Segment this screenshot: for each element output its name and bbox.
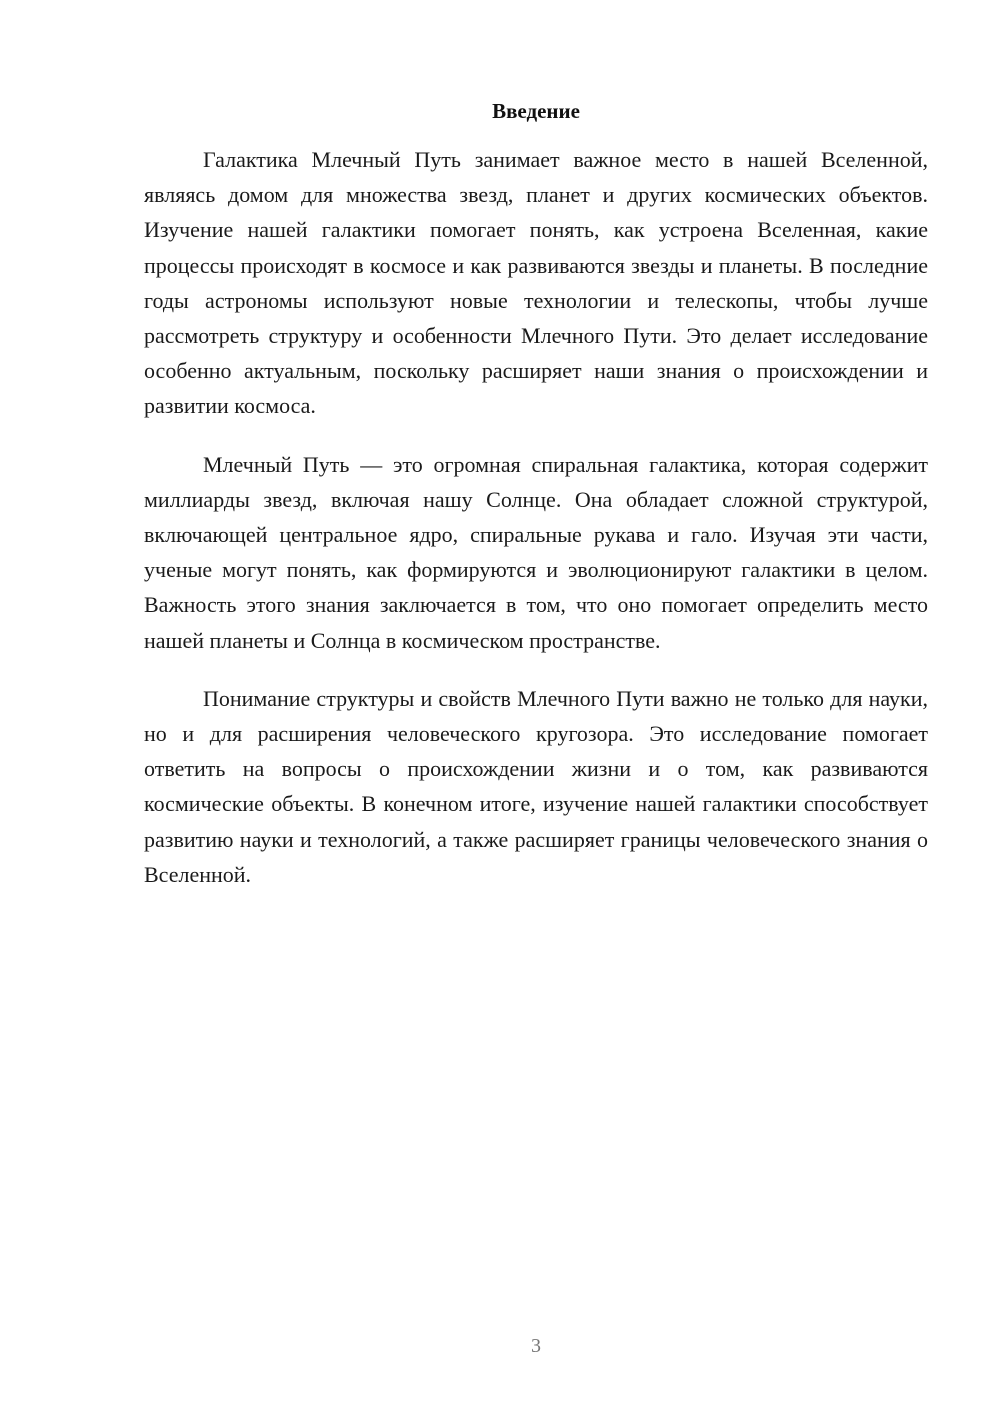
section-heading: Введение xyxy=(492,99,580,123)
paragraph-2: Млечный Путь — это огромная спиральная галактика, которая содержит миллиарды звезд, включая нашу Солнце. Она обладает сложной структурой, включающей центральное ядро, спиральные рукава и гало. Изучая эти части, ученые могут понять, как формируются и эволюционируют галактики в целом. Важность этого знания заключается в том, что оно помогает определить место нашей планеты и Солнца в космическом пространстве. xyxy=(144,451,928,653)
paragraph-1: Галактика Млечный Путь занимает важное место в нашей Вселенной, являясь домом для множества звезд, планет и других космических объектов. Изучение нашей галактики помогает понять, как устроена Вселенная, какие процессы происходят в космосе и как развиваются звезды и планеты. В последние годы астрономы используют новые технологии и телескопы, чтобы лучше рассмотреть структуру и особенности Млечного Пути. Это делает исследование особенно актуальным, поскольку расширяет наши знания о происхождении и развитии космоса. xyxy=(144,147,928,419)
page-number: 3 xyxy=(531,1335,541,1357)
body-text xyxy=(144,142,928,915)
paragraph-3: Понимание структуры и свойств Млечного Пути важно не только для науки, но и для расширения человеческого кругозора. Это исследование помогает ответить на вопросы о происхождении жизни и о том, как развиваются космические объекты. В конечном итоге, изучение нашей галактики способствует развитию науки и технологий, а также расширяет границы человеческого знания о Вселенной. xyxy=(144,685,928,887)
